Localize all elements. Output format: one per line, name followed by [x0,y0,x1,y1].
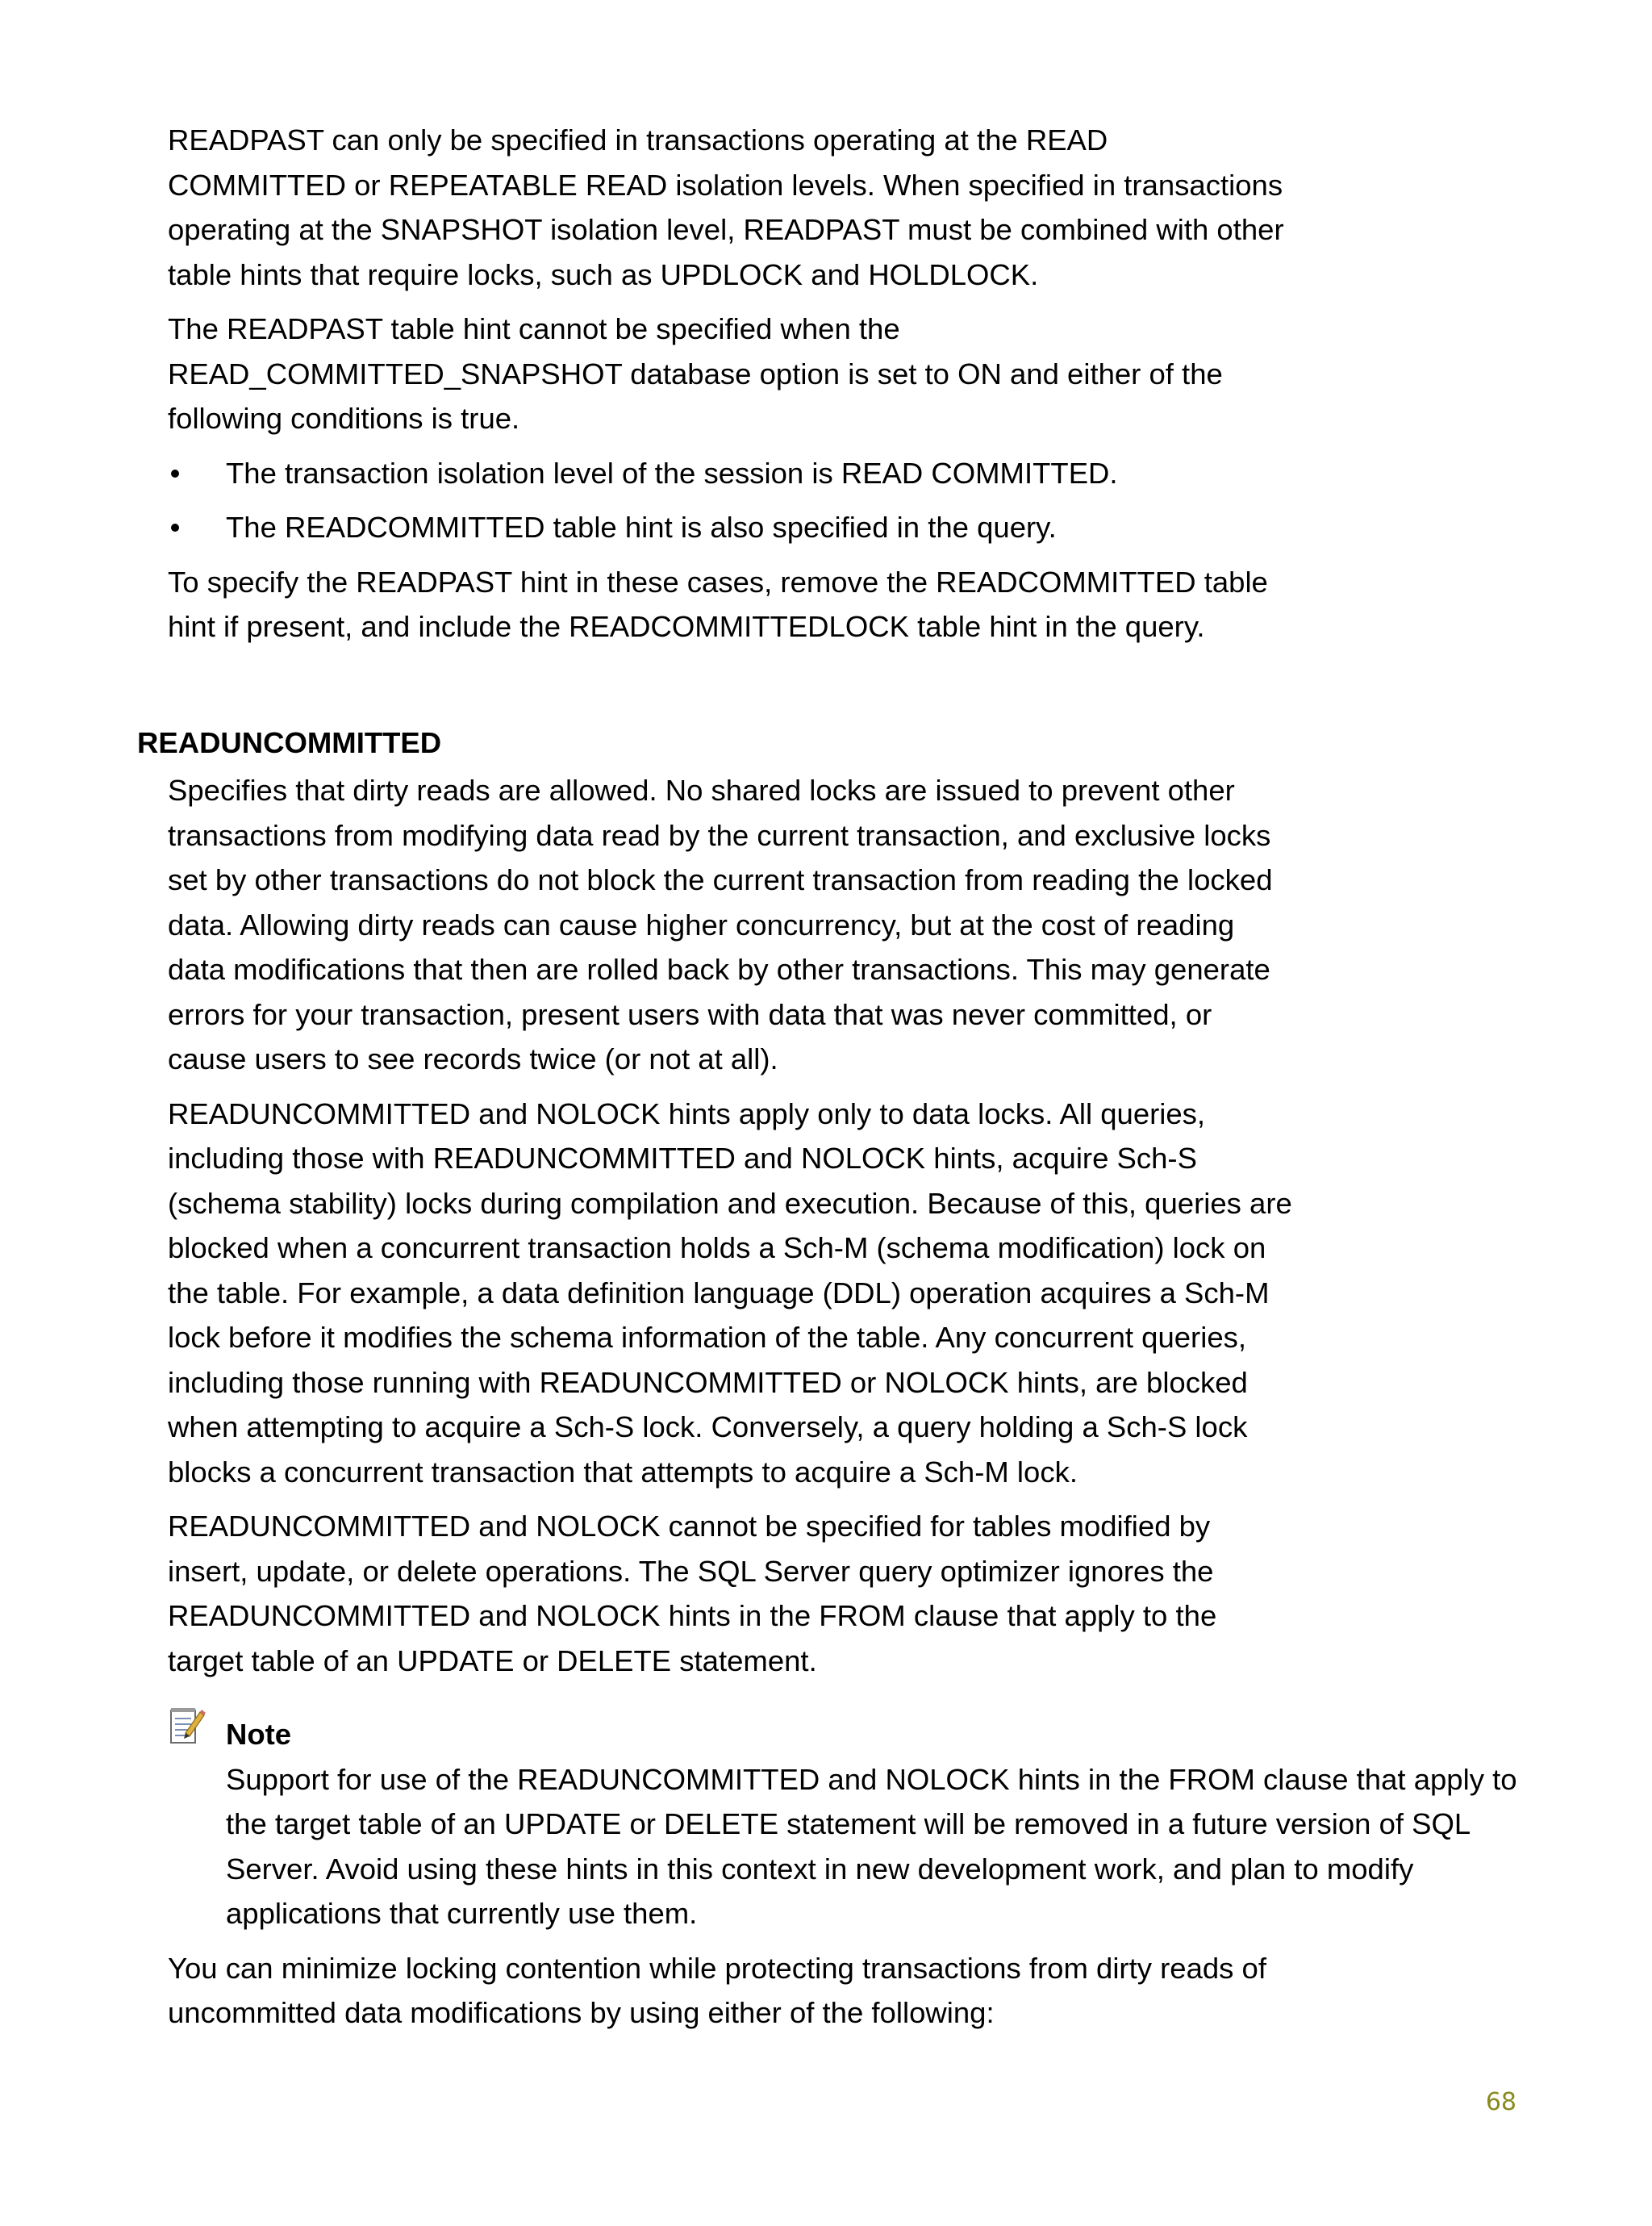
list-item-text: The transaction isolation level of the session is READ COMMITTED. [226,456,1118,490]
page-number: 68 [1485,2088,1516,2116]
paragraph-minimize-contention: You can minimize locking contention while protecting transactions from dirty reads of uncommitted data modifications by using either of the following: [168,1951,1266,2029]
page-content [137,118,1523,2045]
bullet-icon [171,524,179,532]
note-pad-icon [168,1706,206,1748]
list-item-text: The READCOMMITTED table hint is also specified in the query. [226,511,1057,544]
note-body: Support for use of the READUNCOMMITTED and NOLOCK hints in the FROM clause that apply to the target table of an UPDATE or DELETE statement will be removed in a future version of SQL Server. Avoid using these hints in this context in new development work, and plan to modify applications that currently use them. [226,1762,1517,1930]
bullet-icon [171,470,179,478]
list-item [168,451,1523,496]
paragraph-schema-locks: READUNCOMMITTED and NOLOCK hints apply only to data locks. All queries, including those with READUNCOMMITTED and NOLOCK hints, acquire Sch-S (schema stability) locks during compilation and execution. Because of this, queries are blocked when a concurrent transaction holds a Sch-M (schema modification) lock on the table. For example, a data definition language (DDL) operation acquires a Sch-M lock before it modifies the schema information of the table. Any concurrent queries, including those running with READUNCOMMITTED or NOLOCK hints, are blocked when attempting to acquire a Sch-S lock. Conversely, a query holding a Sch-S lock blocks a concurrent transaction that attempts to acquire a Sch-M lock. [168,1096,1292,1489]
note-callout [168,1712,1523,1936]
list-item [168,505,1523,550]
paragraph-modified-tables: READUNCOMMITTED and NOLOCK cannot be specified for tables modified by insert, update, or delete operations. The SQL Server query optimizer ignores the READUNCOMMITTED and NOLOCK hints in the FROM clause that apply to the target table of an UPDATE or DELETE statement. [168,1510,1217,1677]
paragraph-readpast-workaround: To specify the READPAST hint in these cases, remove the READCOMMITTED table hint if present, and include the READCOMMITTEDLOCK table hint in the query. [168,565,1268,643]
section-heading-readuncommitted: READUNCOMMITTED [137,725,442,759]
conditions-list [168,451,1523,550]
note-title: Note [226,1718,292,1751]
paragraph-dirty-reads: Specifies that dirty reads are allowed. No shared locks are issued to prevent other transactions from modifying data read by the current transaction, and exclusive locks set by other transactions do not block the current transaction from reading the locked data. Allowing dirty reads can cause higher concurrency, but at the cost of reading data modifications that then are rolled back by other transactions. This may generate errors for your transaction, present users with data that was never committed, or cause users to see records twice (or not at all). [168,774,1273,1075]
paragraph-readpast-snapshot-option: The READPAST table hint cannot be specified when the READ_COMMITTED_SNAPSHOT database option is set to ON and either of the following conditions is true. [168,312,1223,435]
paragraph-readpast-isolation: READPAST can only be specified in transactions operating at the READ COMMITTED or REPEATABLE READ isolation levels. When specified in transactions operating at the SNAPSHOT isolation level, READPAST must be combined with other table hints that require locks, such as UPDLOCK and HOLDLOCK. [168,123,1284,291]
